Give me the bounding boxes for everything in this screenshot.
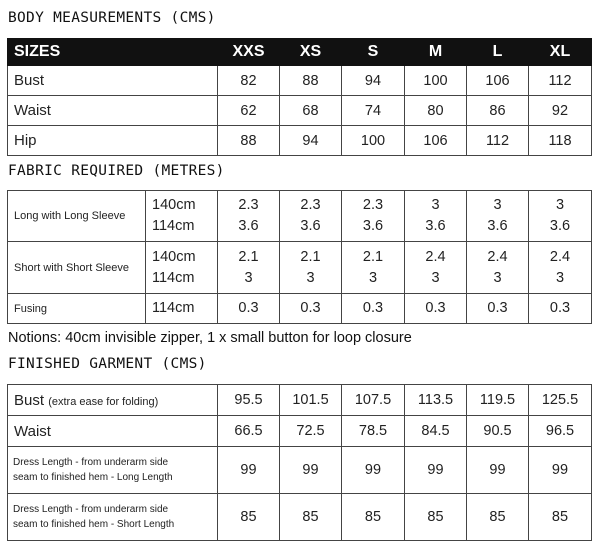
row-label: Waist (8, 416, 218, 447)
table-cell (467, 191, 529, 242)
body-measurements-heading: BODY MEASUREMENTS (CMS) (8, 10, 216, 26)
cell-value: 2.3 (362, 197, 384, 213)
row-label-text: Bust (14, 391, 45, 409)
row-label (8, 385, 218, 416)
table-row (8, 191, 592, 242)
table-cell (405, 191, 467, 242)
table-cell: 0.3 (218, 294, 280, 324)
table-cell: 107.5 (342, 385, 405, 416)
table-cell: 99 (467, 447, 529, 494)
table-cell: 85 (218, 494, 280, 541)
cell-value: 3 (555, 269, 565, 286)
cell-value: 2.4 (487, 248, 508, 265)
row-label-line: Dress Length - from underarm side (13, 504, 169, 515)
cell-value: 2.1 (300, 248, 321, 265)
size-m-header: M (405, 39, 467, 66)
table-cell: 99 (280, 447, 342, 494)
table-row (8, 294, 592, 324)
cell-value: 3 (306, 269, 315, 286)
table-cell: 100 (342, 126, 405, 156)
table-cell (405, 242, 467, 294)
cell-value: 2.1 (362, 248, 384, 265)
table-row (8, 416, 592, 447)
cell-value: 3 (493, 269, 502, 286)
table-cell (280, 191, 342, 242)
cell-value: 3.6 (300, 218, 321, 234)
row-label-line: seam to finished hem - Short Length (13, 519, 175, 530)
table-cell: 94 (280, 126, 342, 156)
table-cell (342, 242, 405, 294)
size-xs-header: XS (280, 39, 342, 66)
table-cell: 62 (218, 96, 280, 126)
table-cell: 88 (280, 66, 342, 96)
table-cell: 92 (529, 96, 592, 126)
table-cell: 85 (280, 494, 342, 541)
size-l-header: L (467, 39, 529, 66)
cell-value: 3 (555, 197, 565, 213)
cell-value: 3.6 (362, 218, 384, 234)
notions-text: Notions: 40cm invisible zipper, 1 x small button for loop closure (8, 330, 412, 346)
cell-value: 3 (368, 269, 378, 286)
table-cell: 0.3 (405, 294, 467, 324)
table-row (8, 242, 592, 294)
table-cell: 99 (342, 447, 405, 494)
fabric-width: 140cm (152, 197, 196, 213)
table-row (8, 494, 592, 541)
table-row (8, 96, 592, 126)
table-cell: 85 (529, 494, 592, 541)
row-label (8, 494, 218, 541)
size-s-header: S (342, 39, 405, 66)
sizes-header-row (8, 39, 592, 66)
row-label: Short with Short Sleeve (8, 242, 146, 294)
cell-value: 2.3 (238, 197, 259, 213)
fabric-width: 114cm (152, 269, 195, 286)
table-cell: 0.3 (467, 294, 529, 324)
table-cell: 113.5 (405, 385, 467, 416)
table-cell: 94 (342, 66, 405, 96)
fabric-required-table (7, 190, 592, 324)
cell-value: 3 (493, 197, 502, 213)
table-row (8, 447, 592, 494)
table-cell: 0.3 (342, 294, 405, 324)
row-label: Hip (8, 126, 218, 156)
size-xl-header: XL (529, 39, 592, 66)
cell-value: 3 (431, 197, 440, 213)
table-row (8, 385, 592, 416)
fabric-required-heading: FABRIC REQUIRED (METRES) (8, 163, 225, 179)
table-cell: 85 (405, 494, 467, 541)
fabric-width: 140cm (152, 248, 196, 265)
cell-value: 3.6 (425, 218, 446, 234)
table-cell: 84.5 (405, 416, 467, 447)
table-cell: 112 (529, 66, 592, 96)
cell-value: 2.1 (238, 248, 259, 265)
row-label: Fusing (8, 294, 146, 324)
fabric-width: 114cm (152, 218, 195, 234)
fabric-widths (146, 294, 218, 324)
table-cell: 68 (280, 96, 342, 126)
row-label-note: (extra ease for folding) (48, 395, 159, 408)
table-cell: 106 (467, 66, 529, 96)
table-cell: 95.5 (218, 385, 280, 416)
cell-value: 3.6 (549, 218, 571, 234)
cell-value: 3.6 (487, 218, 508, 234)
row-label-line: seam to finished hem - Long Length (13, 472, 173, 483)
table-cell: 66.5 (218, 416, 280, 447)
finished-garment-heading: FINISHED GARMENT (CMS) (8, 356, 207, 372)
table-cell: 86 (467, 96, 529, 126)
cell-value: 2.4 (425, 248, 446, 265)
table-cell: 85 (342, 494, 405, 541)
row-label (8, 447, 218, 494)
cell-value: 3.6 (238, 218, 259, 234)
sizes-header: SIZES (8, 39, 218, 66)
table-cell: 74 (342, 96, 405, 126)
table-cell (529, 191, 592, 242)
table-cell: 118 (529, 126, 592, 156)
size-xxs-header: XXS (218, 39, 280, 66)
row-label: Bust (8, 66, 218, 96)
table-cell: 0.3 (529, 294, 592, 324)
table-cell: 125.5 (529, 385, 592, 416)
table-cell: 100 (405, 66, 467, 96)
table-cell: 82 (218, 66, 280, 96)
fabric-widths (146, 191, 218, 242)
cell-value: 3 (431, 269, 440, 286)
table-cell: 106 (405, 126, 467, 156)
table-row (8, 66, 592, 96)
table-cell (218, 191, 280, 242)
table-cell: 90.5 (467, 416, 529, 447)
table-cell: 85 (467, 494, 529, 541)
table-row (8, 126, 592, 156)
finished-garment-table (7, 384, 592, 541)
table-cell (529, 242, 592, 294)
table-cell: 99 (218, 447, 280, 494)
row-label: Waist (8, 96, 218, 126)
table-cell (342, 191, 405, 242)
table-cell (280, 242, 342, 294)
cell-value: 3 (244, 269, 253, 286)
table-cell: 112 (467, 126, 529, 156)
row-label: Long with Long Sleeve (8, 191, 146, 242)
fabric-widths (146, 242, 218, 294)
table-cell (218, 242, 280, 294)
table-cell: 119.5 (467, 385, 529, 416)
table-cell: 101.5 (280, 385, 342, 416)
table-cell: 78.5 (342, 416, 405, 447)
table-cell: 96.5 (529, 416, 592, 447)
cell-value: 2.3 (300, 197, 321, 213)
fabric-width: 114cm (152, 300, 195, 316)
table-cell (467, 242, 529, 294)
body-measurements-table (7, 38, 592, 156)
table-cell: 99 (405, 447, 467, 494)
table-cell: 80 (405, 96, 467, 126)
table-cell: 99 (529, 447, 592, 494)
table-cell: 0.3 (280, 294, 342, 324)
row-label-line: Dress Length - from underarm side (13, 457, 169, 468)
table-cell: 72.5 (280, 416, 342, 447)
table-cell: 88 (218, 126, 280, 156)
cell-value: 2.4 (549, 248, 571, 265)
